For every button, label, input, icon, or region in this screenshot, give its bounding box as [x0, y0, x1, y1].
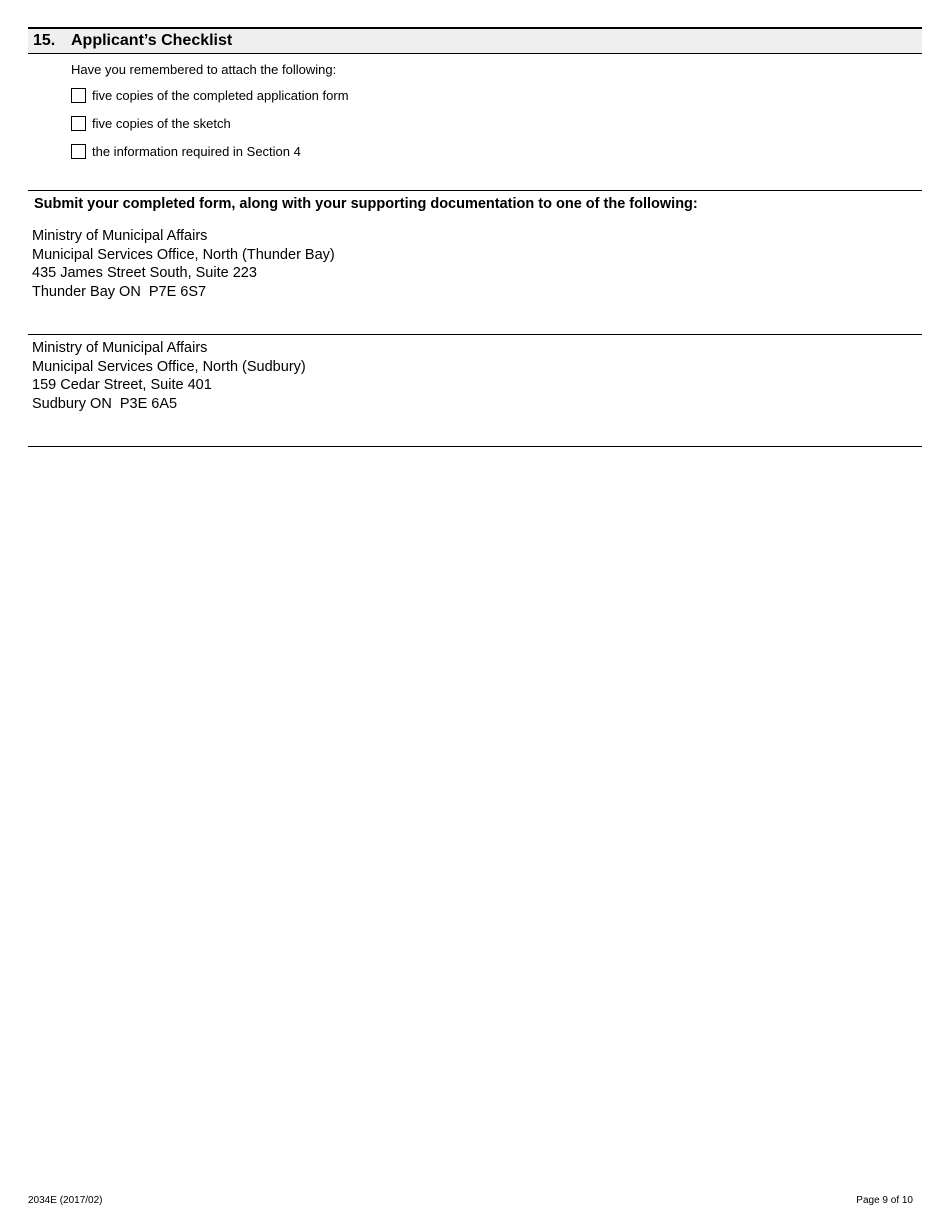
address-line: Municipal Services Office, North (Thunder Bay) — [32, 246, 335, 263]
section-number: 15. — [33, 32, 56, 49]
checkbox-section-4-info[interactable] — [71, 144, 86, 159]
address-line: Ministry of Municipal Affairs — [32, 228, 208, 244]
checklist-item-label: the information required in Section 4 — [92, 143, 301, 159]
address-line: 159 Cedar Street, Suite 401 — [32, 377, 212, 394]
address-line: 435 James Street South, Suite 223 — [32, 265, 257, 282]
checklist-intro: Have you remembered to attach the following: — [71, 62, 337, 77]
address-line: Sudbury ON P3E 6A5 — [32, 395, 178, 412]
checklist-item-label: five copies of the completed application form — [92, 87, 349, 103]
divider — [28, 334, 922, 335]
divider — [28, 446, 922, 447]
page-number: Page 9 of 10 — [856, 1195, 913, 1206]
address-line: Ministry of Municipal Affairs — [32, 340, 208, 356]
form-code: 2034E (2017/02) — [28, 1195, 103, 1206]
submit-heading: Submit your completed form, along with your supporting documentation to one of the following: — [34, 196, 698, 212]
checkbox-sketch[interactable] — [71, 116, 86, 131]
checklist-item-label: five copies of the sketch — [92, 115, 231, 131]
checklist-item — [71, 142, 301, 160]
checklist-item — [71, 86, 349, 104]
address-sudbury — [32, 339, 306, 413]
address-thunder-bay — [32, 227, 335, 301]
checklist-item — [71, 114, 231, 132]
checkbox-application-form[interactable] — [71, 88, 86, 103]
section-header — [28, 27, 922, 54]
divider — [28, 190, 922, 191]
address-line: Thunder Bay ON P7E 6S7 — [32, 283, 207, 300]
address-line: Municipal Services Office, North (Sudbury) — [32, 358, 306, 375]
section-title: Applicant’s Checklist — [71, 32, 233, 49]
